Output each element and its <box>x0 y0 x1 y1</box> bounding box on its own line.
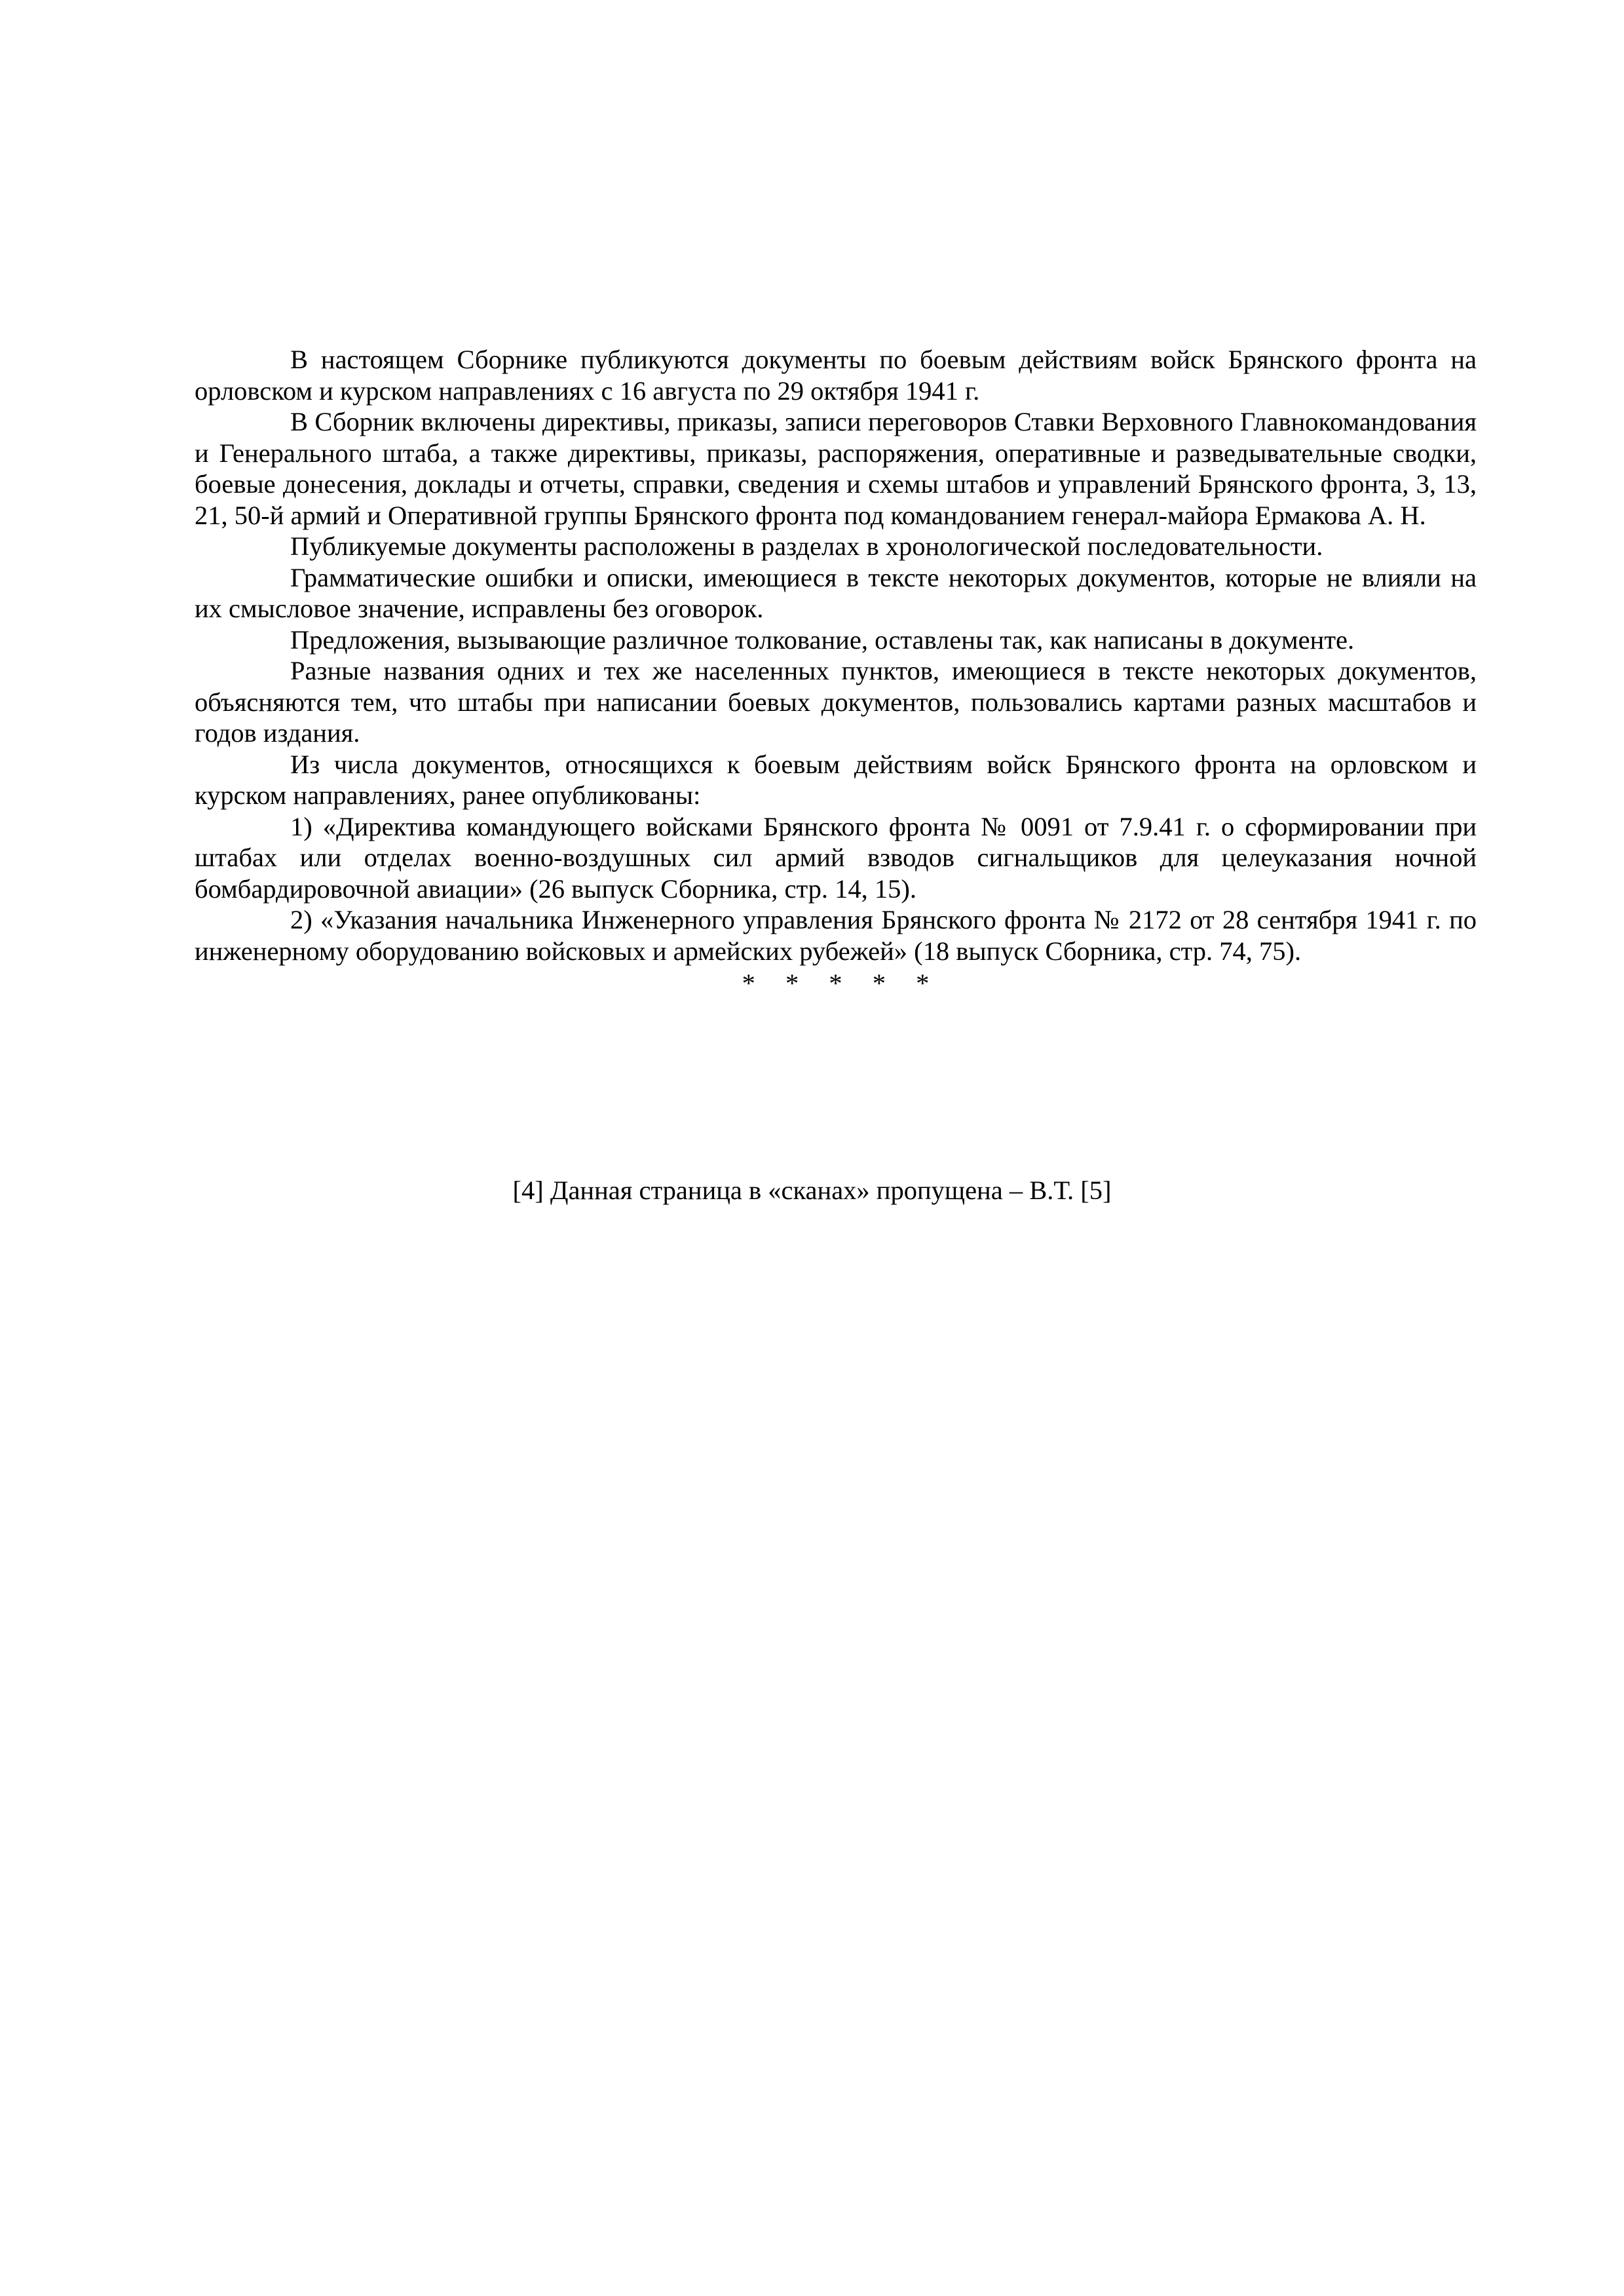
paragraph-errors: Грамматические ошибки и описки, имеющиеся в тексте некоторых документов, которые не влияли на их смысловое значение, исправлены без оговорок. <box>195 562 1477 623</box>
section-separator: * * * * * <box>742 968 941 998</box>
paragraph-intro: В настоящем Сборнике публикуются документы по боевым действиям войск Брянского фронта на орловском и курском направлениях с 16 августа по 29 октября 1941 г. <box>195 345 1477 406</box>
paragraph-order: Публикуемые документы расположены в разделах в хронологической последовательности. <box>290 531 1323 561</box>
paragraph-published-item-2: 2) «Указания начальника Инженерного управления Брянского фронта № 2172 от 28 сентября 1941 г. по инженерному оборудованию войсковых и армейских рубежей» (18 выпуск Сборника, стр. 74, 75). <box>195 905 1477 966</box>
paragraph-published-item-1: 1) «Директива командующего войсками Брянского фронта № 0091 от 7.9.41 г. о сформировании при штабах или отделах военно-воздушных сил армий взводов сигнальщиков для целеуказания ночной бомбардировочной авиации» (26 выпуск Сборника, стр. 14, 15). <box>195 811 1477 904</box>
paragraph-place-names: Разные названия одних и тех же населенных пунктов, имеющиеся в тексте некоторых документов, объясняются тем, что штабы при написании боевых документов, пользовались картами разных масштабов и годов издания. <box>195 656 1477 748</box>
paragraph-interpretation: Предложения, вызывающие различное толкование, оставлены так, как написаны в документе. <box>290 624 1355 655</box>
paragraph-published-intro: Из числа документов, относящихся к боевым действиям войск Брянского фронта на орловском и курском направлениях, ранее опубликованы: <box>195 749 1477 810</box>
document-body <box>195 344 1477 999</box>
paragraph-contents: В Сборник включены директивы, приказы, записи переговоров Ставки Верховного Главнокомандования и Генерального штаба, а также директивы, приказы, распоряжения, оперативные и разведывательные сводки, боевые донесения, доклады и отчеты, справки, сведения и схемы штабов и управлений Брянского фронта, 3, 13, 21, 50-й армий и Оперативной группы Брянского фронта под командованием генерал-майора Ермакова А. Н. <box>195 407 1477 530</box>
page-note: [4] Данная страница в «сканах» пропущена – В.Т. [5] <box>512 1176 1112 1205</box>
